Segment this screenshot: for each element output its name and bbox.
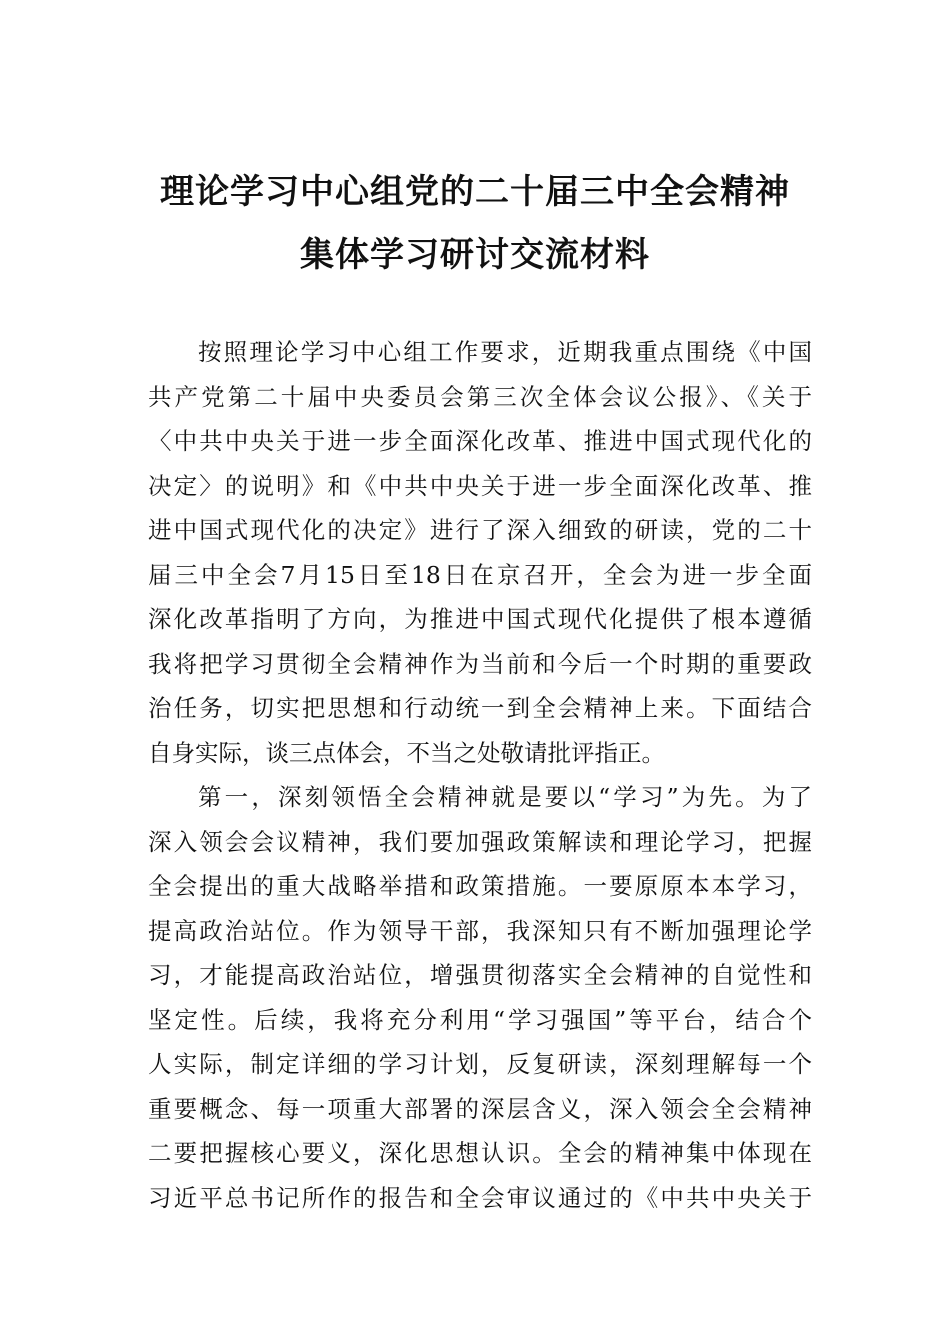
text-line: 全会提出的重大战略举措和政策措施。一要原原本本学习， xyxy=(148,872,812,900)
text-line: 治任务，切实把思想和行动统一到全会精神上来。下面结合 xyxy=(148,694,812,722)
text-line: 习，才能提高政治站位，增强贯彻落实全会精神的自觉性和 xyxy=(148,961,812,989)
text-line: 决定〉的说明》和《中共中央关于进一步全面深化改革、推 xyxy=(148,471,812,500)
text-line: 人实际，制定详细的学习计划，反复研读，深刻理解每一个 xyxy=(148,1050,812,1078)
text-line: 二要把握核心要义，深化思想认识。全会的精神集中体现在 xyxy=(148,1139,812,1167)
text-line: 自身实际，谈三点体会，不当之处敬请批评指正。 xyxy=(148,738,665,767)
text-line: 深化改革指明了方向，为推进中国式现代化提供了根本遵循 xyxy=(148,605,812,633)
text-line: 〈中共中央关于进一步全面深化改革、推进中国式现代化的 xyxy=(148,427,812,455)
text-line: 坚定性。后续，我将充分利用“学习强国”等平台，结合个 xyxy=(148,1005,812,1034)
document-title-line-1: 理论学习中心组党的二十届三中全会精神 xyxy=(160,172,790,212)
text-line: 提高政治站位。作为领导干部，我深知只有不断加强理论学 xyxy=(148,916,812,945)
text-line: 重要概念、每一项重大部署的深层含义，深入领会全会精神 xyxy=(148,1094,812,1123)
text-line: 习近平总书记所作的报告和全会审议通过的《中共中央关于 xyxy=(148,1183,812,1212)
text-line: 第一，深刻领悟全会精神就是要以“学习”为先。为了 xyxy=(198,783,812,811)
text-line: 深入领会会议精神，我们要加强政策解读和理论学习，把握 xyxy=(148,827,812,856)
document-title-line-2: 集体学习研讨交流材料 xyxy=(300,235,650,275)
text-line: 届三中全会7月15日至18日在京召开，全会为进一步全面 xyxy=(148,560,812,589)
text-line: 我将把学习贯彻全会精神作为当前和今后一个时期的重要政 xyxy=(148,649,812,678)
paragraph-intro xyxy=(148,330,812,775)
text-line: 共产党第二十届中央委员会第三次全体会议公报》、《关于 xyxy=(148,382,812,411)
document-body xyxy=(148,330,812,1220)
text-line: 进中国式现代化的决定》进行了深入细致的研读，党的二十 xyxy=(148,516,812,544)
text-line: 按照理论学习中心组工作要求，近期我重点围绕《中国 xyxy=(198,338,812,366)
paragraph-first-point xyxy=(148,775,812,1220)
